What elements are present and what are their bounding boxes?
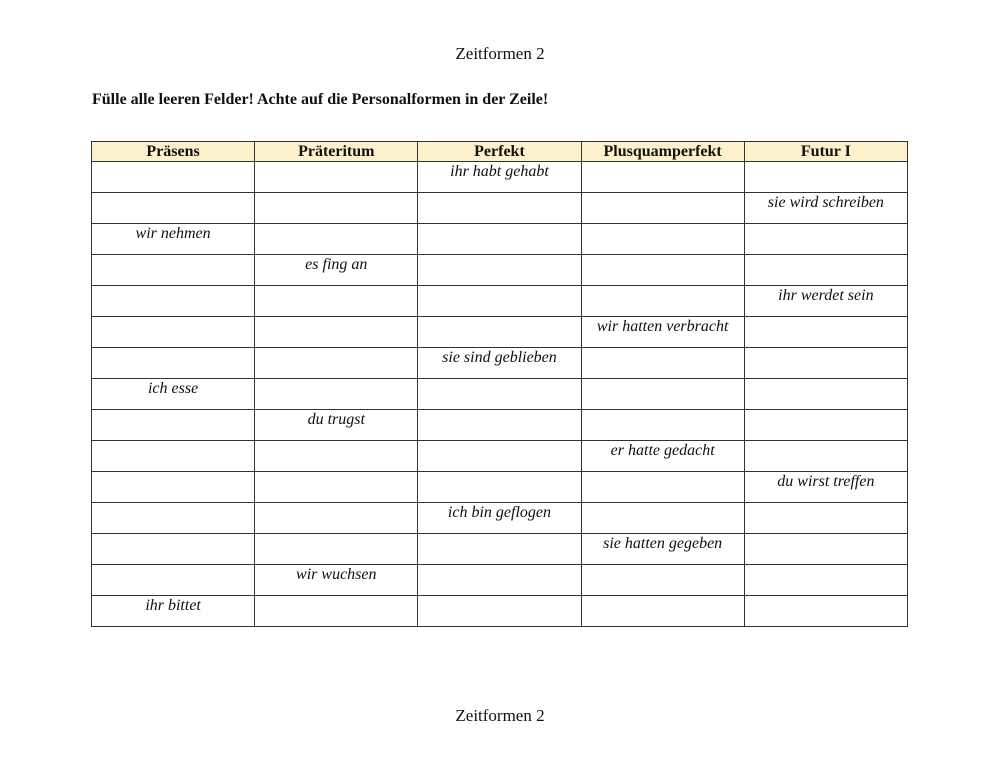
empty-answer-cell[interactable]	[418, 317, 581, 348]
empty-answer-cell[interactable]	[92, 162, 255, 193]
empty-answer-cell[interactable]	[255, 286, 418, 317]
given-verb-form-cell: es fing an	[255, 255, 418, 286]
empty-answer-cell[interactable]	[581, 410, 744, 441]
empty-answer-cell[interactable]	[581, 472, 744, 503]
empty-answer-cell[interactable]	[92, 255, 255, 286]
empty-answer-cell[interactable]	[744, 503, 907, 534]
empty-answer-cell[interactable]	[92, 286, 255, 317]
given-verb-form-cell: sie sind geblieben	[418, 348, 581, 379]
table-row	[92, 348, 908, 379]
column-header-praesens: Präsens	[92, 142, 255, 162]
empty-answer-cell[interactable]	[744, 348, 907, 379]
empty-answer-cell[interactable]	[255, 441, 418, 472]
empty-answer-cell[interactable]	[581, 379, 744, 410]
empty-answer-cell[interactable]	[255, 503, 418, 534]
column-header-perfekt: Perfekt	[418, 142, 581, 162]
empty-answer-cell[interactable]	[744, 255, 907, 286]
table-row	[92, 596, 908, 627]
given-verb-form-cell: er hatte gedacht	[581, 441, 744, 472]
empty-answer-cell[interactable]	[92, 565, 255, 596]
empty-answer-cell[interactable]	[581, 565, 744, 596]
given-verb-form-cell: ich bin geflogen	[418, 503, 581, 534]
table-row	[92, 255, 908, 286]
empty-answer-cell[interactable]	[581, 162, 744, 193]
empty-answer-cell[interactable]	[418, 255, 581, 286]
column-header-plusquamperfekt: Plusquamperfekt	[581, 142, 744, 162]
empty-answer-cell[interactable]	[418, 441, 581, 472]
instruction-text: Fülle alle leeren Felder! Achte auf die Personalformen in der Zeile!	[92, 91, 549, 108]
given-verb-form-cell: sie wird schreiben	[744, 193, 907, 224]
empty-answer-cell[interactable]	[581, 224, 744, 255]
empty-answer-cell[interactable]	[418, 224, 581, 255]
given-verb-form-cell: ihr werdet sein	[744, 286, 907, 317]
table-row	[92, 472, 908, 503]
page-footer-title: Zeitformen 2	[455, 706, 545, 725]
given-verb-form-cell: ihr bittet	[92, 596, 255, 627]
empty-answer-cell[interactable]	[744, 317, 907, 348]
table-row	[92, 286, 908, 317]
empty-answer-cell[interactable]	[92, 503, 255, 534]
given-verb-form-cell: du trugst	[255, 410, 418, 441]
column-header-praeteritum: Präteritum	[255, 142, 418, 162]
given-verb-form-cell: wir nehmen	[92, 224, 255, 255]
empty-answer-cell[interactable]	[255, 596, 418, 627]
given-verb-form-cell: ihr habt gehabt	[418, 162, 581, 193]
empty-answer-cell[interactable]	[255, 193, 418, 224]
empty-answer-cell[interactable]	[92, 317, 255, 348]
empty-answer-cell[interactable]	[255, 224, 418, 255]
table-row	[92, 410, 908, 441]
empty-answer-cell[interactable]	[255, 472, 418, 503]
empty-answer-cell[interactable]	[418, 534, 581, 565]
empty-answer-cell[interactable]	[255, 348, 418, 379]
empty-answer-cell[interactable]	[255, 534, 418, 565]
empty-answer-cell[interactable]	[92, 441, 255, 472]
table-row	[92, 162, 908, 193]
given-verb-form-cell: wir wuchsen	[255, 565, 418, 596]
table-row	[92, 317, 908, 348]
empty-answer-cell[interactable]	[744, 534, 907, 565]
table-row	[92, 379, 908, 410]
table-row	[92, 503, 908, 534]
empty-answer-cell[interactable]	[744, 410, 907, 441]
empty-answer-cell[interactable]	[418, 596, 581, 627]
given-verb-form-cell: ich esse	[92, 379, 255, 410]
empty-answer-cell[interactable]	[744, 565, 907, 596]
empty-answer-cell[interactable]	[744, 162, 907, 193]
given-verb-form-cell: du wirst treffen	[744, 472, 907, 503]
empty-answer-cell[interactable]	[92, 410, 255, 441]
empty-answer-cell[interactable]	[92, 472, 255, 503]
empty-answer-cell[interactable]	[418, 472, 581, 503]
empty-answer-cell[interactable]	[418, 379, 581, 410]
table-row	[92, 441, 908, 472]
empty-answer-cell[interactable]	[581, 193, 744, 224]
empty-answer-cell[interactable]	[744, 596, 907, 627]
empty-answer-cell[interactable]	[744, 379, 907, 410]
empty-answer-cell[interactable]	[418, 410, 581, 441]
page-header-title: Zeitformen 2	[455, 44, 545, 63]
table-row	[92, 534, 908, 565]
empty-answer-cell[interactable]	[581, 503, 744, 534]
column-header-futur-1: Futur I	[744, 142, 907, 162]
table-row	[92, 565, 908, 596]
empty-answer-cell[interactable]	[581, 596, 744, 627]
empty-answer-cell[interactable]	[418, 193, 581, 224]
empty-answer-cell[interactable]	[418, 565, 581, 596]
table-header-row	[92, 142, 908, 162]
empty-answer-cell[interactable]	[744, 224, 907, 255]
empty-answer-cell[interactable]	[581, 286, 744, 317]
given-verb-form-cell: sie hatten gegeben	[581, 534, 744, 565]
table-row	[92, 193, 908, 224]
empty-answer-cell[interactable]	[255, 379, 418, 410]
given-verb-form-cell: wir hatten verbracht	[581, 317, 744, 348]
empty-answer-cell[interactable]	[581, 255, 744, 286]
empty-answer-cell[interactable]	[744, 441, 907, 472]
empty-answer-cell[interactable]	[255, 317, 418, 348]
empty-answer-cell[interactable]	[581, 348, 744, 379]
empty-answer-cell[interactable]	[92, 348, 255, 379]
empty-answer-cell[interactable]	[92, 534, 255, 565]
tense-table	[91, 141, 908, 627]
empty-answer-cell[interactable]	[418, 286, 581, 317]
table-row	[92, 224, 908, 255]
empty-answer-cell[interactable]	[255, 162, 418, 193]
table-body	[92, 162, 908, 627]
empty-answer-cell[interactable]	[92, 193, 255, 224]
